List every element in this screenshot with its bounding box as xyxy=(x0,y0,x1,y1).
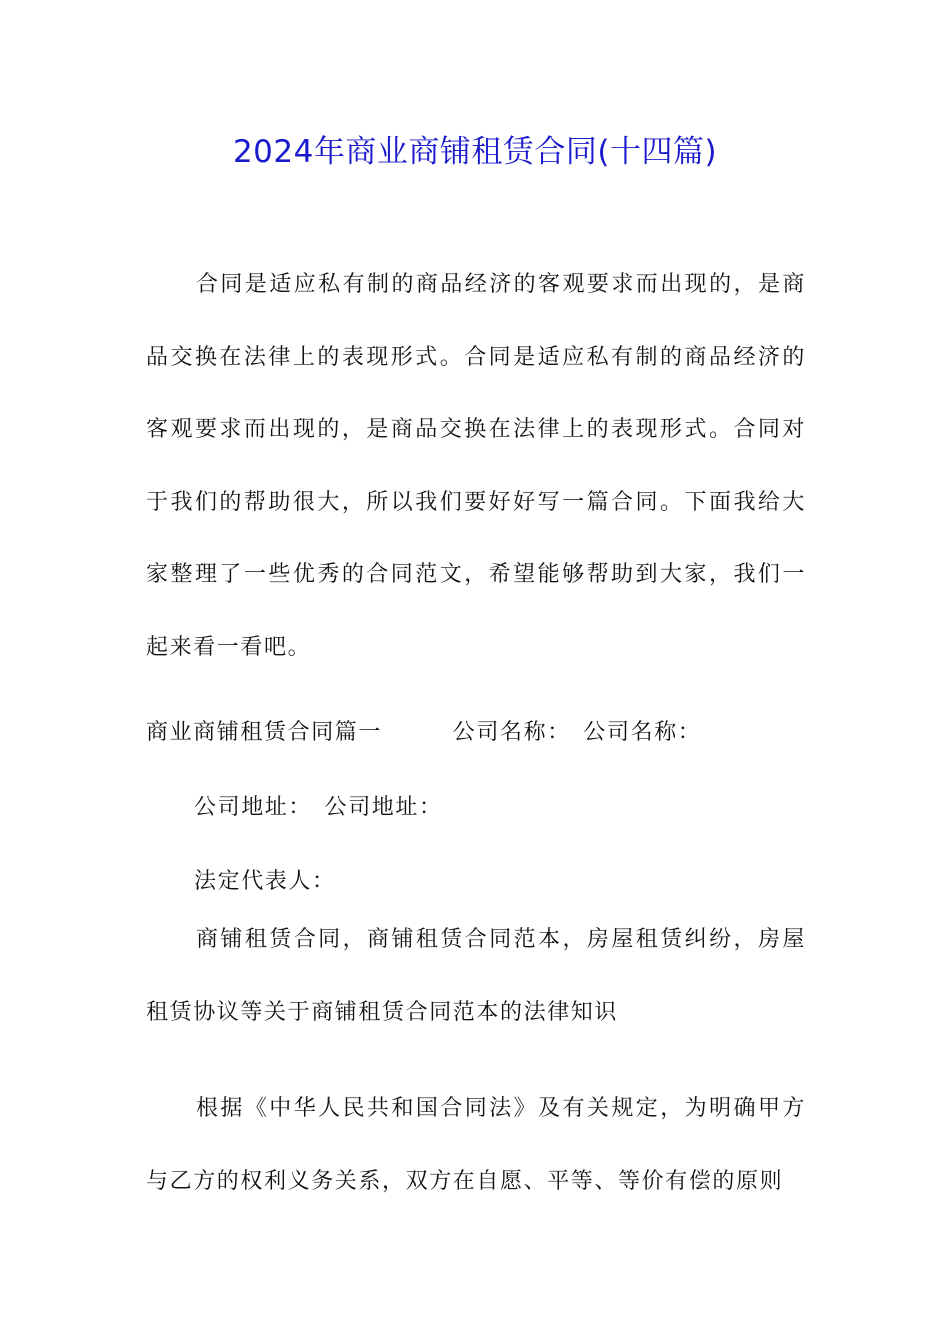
document-title: 2024年商业商铺租赁合同(十四篇) xyxy=(232,134,718,170)
keywords-paragraph: 商铺租赁合同，商铺租赁合同范本，房屋租赁纠纷，房屋租赁协议等关于商铺租赁合同范本的法律知识 xyxy=(146,927,806,1025)
intro-paragraph: 合同是适应私有制的商品经济的客观要求而出现的，是商品交换在法律上的表现形式。合同是适应私有制的商品经济的客观要求而出现的，是商品交换在法律上的表现形式。合同对于我们的帮助很大，所以我们要好好写一篇合同。下面我给大家整理了一些优秀的合同范文，希望能够帮助到大家，我们一起来看一看吧。 xyxy=(146,272,806,660)
company-address-line: 公司地址： 公司地址： xyxy=(194,795,443,820)
legal-representative-line: 法定代表人： xyxy=(194,869,336,894)
legal-basis-paragraph: 根据《中华人民共和国合同法》及有关规定，为明确甲方与乙方的权利义务关系，双方在自愿、平等、等价有偿的原则 xyxy=(146,1096,806,1194)
section-heading: 商业商铺租赁合同篇一 公司名称： 公司名称： xyxy=(146,720,702,745)
